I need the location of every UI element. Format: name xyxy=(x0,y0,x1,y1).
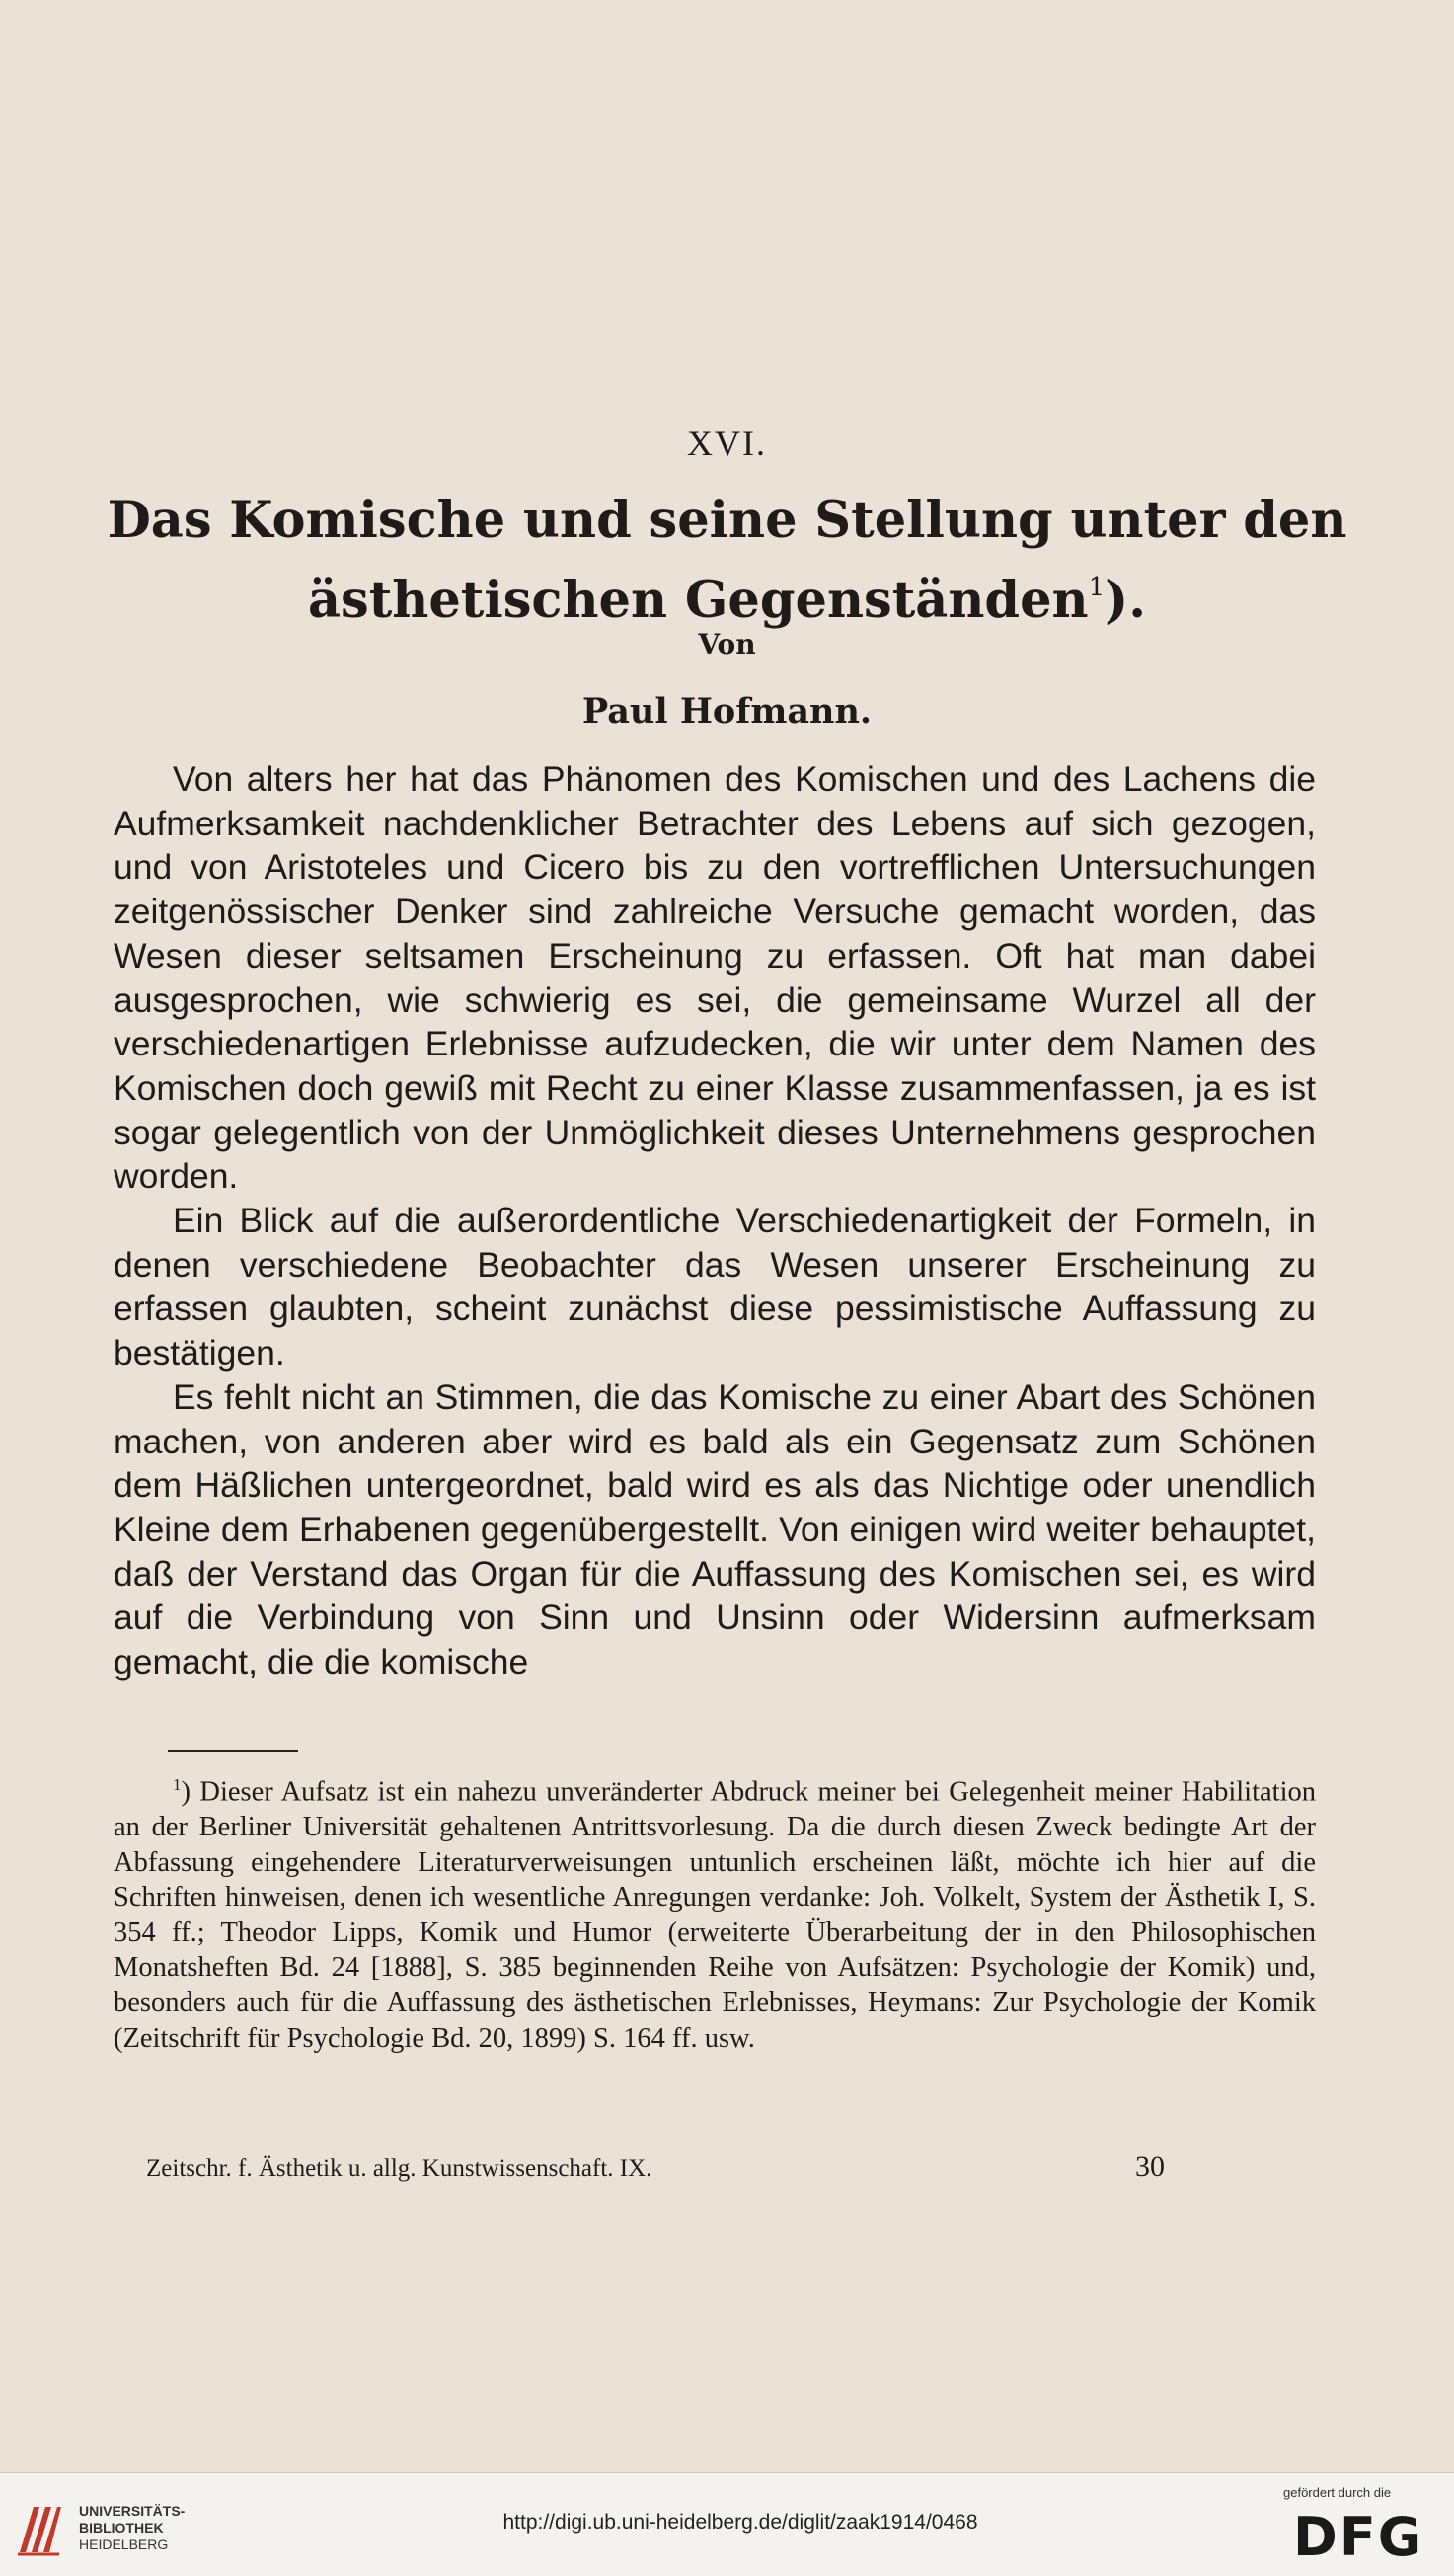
footnote-divider xyxy=(168,1750,298,1752)
journal-signature: Zeitschr. f. Ästhetik u. allg. Kunstwissenschaft. IX. xyxy=(146,2155,652,2182)
title-footnote-mark: 1 xyxy=(1088,573,1106,602)
paragraph: Es fehlt nicht an Stimmen, die das Komische zu einer Abart des Schönen machen, von anderen aber wird es bald als ein Gegensatz zum Schönen dem Häßlichen untergeordnet, bald wird es als das Nichtige oder unendlich Kleine dem Erhabenen gegenübergestellt. Von einigen wird weiter behauptet, daß der Verstand das Organ für die Auffassung des Komischen sei, es wird auf die Verbindung von Sinn und Unsinn oder Widersinn aufmerksam gemacht, die die komische xyxy=(114,1376,1316,1682)
title-close: ). xyxy=(1105,571,1147,630)
library-line-2: BIBLIOTHEK xyxy=(79,2520,164,2536)
permalink-url[interactable]: http://digi.ub.uni-heidelberg.de/diglit/zaak1914/0468 xyxy=(502,2511,978,2534)
title-line-2 xyxy=(99,554,1355,634)
article-title xyxy=(99,487,1355,634)
university-library-logo-icon[interactable] xyxy=(14,2501,63,2558)
funding-caption: gefördert durch die xyxy=(1283,2485,1392,2500)
footnote-text: ) Dieser Aufsatz ist ein nahezu unveränderter Abdruck meiner bei Gelegenheit meiner Habilitation an der Berliner Universität gehaltenen Antrittsvorlesung. Da die durch diesen Zweck bedingte Art der Abfassung eingehendere Literaturverweisungen untunlich erscheinen läßt, möchte ich hier auf die Schriften hinweisen, denen ich wesentliche Anregungen verdanke: Joh. Volkelt, System der Ästhetik I, S. 354 ff.; Theodor Lipps, Komik und Humor (erweiterte Überarbeitung der in den Philosophischen Monatsheften Bd. 24 [1888], S. 385 beginnenden Reihe von Aufsätzen: Psychologie der Komik) und, besonders auch für die Auffassung des ästhetischen Erlebnisses, Heymans: Zur Psychologie der Komik (Zeitschrift für Psychologie Bd. 20, 1899) S. 164 ff. usw. xyxy=(114,1776,1316,2054)
paragraph: Von alters her hat das Phänomen des Komischen und des Lachens die Aufmerksamkeit nachdenklicher Betrachter des Lebens auf sich gezogen, und von Aristoteles und Cicero bis zu den vortrefflichen Untersuchungen zeitgenössischer Denker sind zahlreiche Versuche gemacht worden, das Wesen dieser seltsamen Erscheinung zu erfassen. Oft hat man dabei ausgesprochen, wie schwierig es sei, die gemeinsame Wurzel all der verschiedenartigen Erlebnisse aufzudecken, die wir unter dem Namen des Komischen doch gewiß mit Recht zu einer Klasse zusammenfassen, ja es ist sogar gelegentlich von der Unmöglichkeit dieses Unternehmens gesprochen worden. xyxy=(114,759,1316,1197)
footnote xyxy=(114,1767,1316,2056)
chapter-number: XVI. xyxy=(687,424,767,463)
dfg-logo-icon[interactable] xyxy=(1293,2508,1439,2561)
title-line-2-text: ästhetischen Gegenständen xyxy=(307,571,1089,630)
paragraph: Ein Blick auf die außerordentliche Verschiedenartigkeit der Formeln, in denen verschiedene Beobachter das Wesen unserer Erscheinung zu erfassen glaubten, scheint zunächst diese pessimistische Auffassung zu bestätigen. xyxy=(114,1201,1316,1373)
author-name: Paul Hofmann. xyxy=(581,691,873,732)
library-name[interactable] xyxy=(79,2503,185,2553)
library-line-1: UNIVERSITÄTS- xyxy=(79,2503,186,2519)
byline: Von xyxy=(698,628,756,661)
title-line-1: Das Komische und seine Stellung unter den xyxy=(107,491,1347,550)
footnote-paragraph xyxy=(114,1767,1316,2056)
footnote-mark: 1 xyxy=(173,1775,182,1794)
library-line-3: HEIDELBERG xyxy=(79,2537,169,2552)
dfg-logo-text: DFG xyxy=(1293,2508,1424,2561)
page-number: 30 xyxy=(1135,2150,1165,2183)
article-body xyxy=(114,757,1316,1684)
